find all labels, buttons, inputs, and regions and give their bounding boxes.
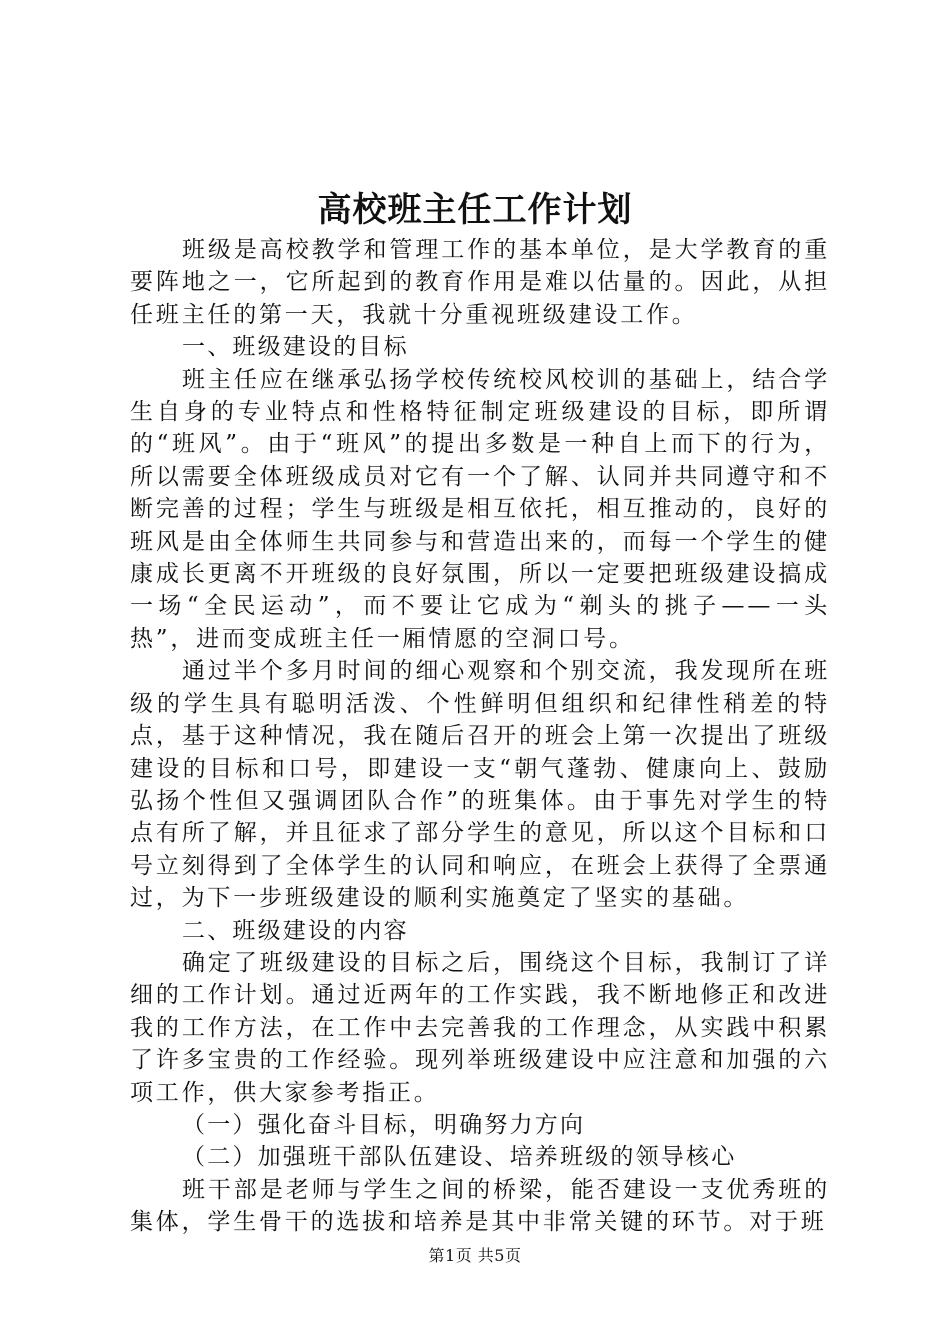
subsection-heading-1: （一）强化奋斗目标，明确努力方向 [182, 1111, 586, 1138]
document-body [130, 234, 830, 1239]
paragraph-intro: 班级是高校教学和管理工作的基本单位，是大学教育的重要阵地之一，它所起到的教育作用是难以估量的。因此，从担任班主任的第一天，我就十分重视班级建设工作。 [130, 237, 830, 328]
section-heading-content: 二、班级建设的内容 [182, 917, 409, 944]
paragraph-work-plan: 确定了班级建设的目标之后，围绕这个目标，我制订了详细的工作计划。通过近两年的工作实践，我不断地修正和改进我的工作方法，在工作中去完善我的工作理念，从实践中积累了许多宝贵的工作经验。现列举班级建设中应注意和加强的六项工作，供大家参考指正。 [130, 949, 830, 1106]
page-number-footer: 第1页 共5页 [428, 1246, 522, 1265]
section-heading-goals: 一、班级建设的目标 [182, 334, 409, 361]
paragraph-class-style: 班主任应在继承弘扬学校传统校风校训的基础上，结合学生自身的专业特点和性格特征制定班级建设的目标，即所谓的“班风”。由于“班风”的提出多数是一种自上而下的行为，所以需要全体班级成员对它有一个了解、认同并共同遵守和不断完善的过程；学生与班级是相互依托，相互推动的，良好的班风是由全体师生共同参与和营造出来的，而每一个学生的健康成长更离不开班级的良好氛围，所以一定要把班级建设搞成一场“全民运动”，而不要让它成为“剃头的挑子——一头热”，进而变成班主任一厢情愿的空洞口号。 [130, 366, 830, 652]
paragraph-observation: 通过半个多月时间的细心观察和个别交流，我发现所在班级的学生具有聪明活泼、个性鲜明但组织和纪律性稍差的特点，基于这种情况，我在随后召开的班会上第一次提出了班级建设的目标和口号，即建设一支“朝气蓬勃、健康向上、鼓励弘扬个性但又强调团队合作”的班集体。由于事先对学生的特点有所了解，并且征求了部分学生的意见，所以这个目标和口号立刻得到了全体学生的认同和响应，在班会上获得了全票通过，为下一步班级建设的顺利实施奠定了坚实的基础。 [130, 658, 830, 912]
subsection-heading-2: （二）加强班干部队伍建设、培养班级的领导核心 [182, 1144, 737, 1171]
paragraph-class-cadres: 班干部是老师与学生之间的桥梁，能否建设一支优秀班的集体，学生骨干的选拔和培养是其中非常关键的环节。对于班 [130, 1176, 830, 1236]
document-title: 高校班主任工作计划 [317, 190, 633, 230]
